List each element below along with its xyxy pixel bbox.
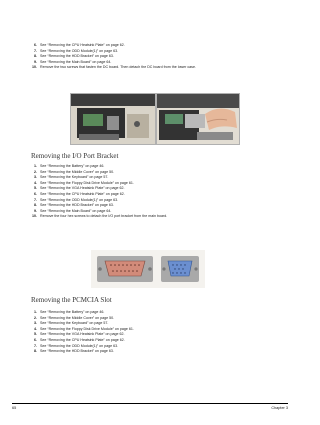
step-item: 8. See “Removing the HDD Bracket” on page 63. — [34, 54, 114, 59]
section-title-pcmcia-slot: Removing the PCMCIA Slot — [31, 296, 112, 304]
step-item: 5. See “Removing the VGA Heatsink Plate” on page 62. — [34, 186, 125, 191]
step-item: 1. See “Removing the Battery” on page 46. — [34, 310, 105, 314]
dc-board-removal-illustration — [157, 94, 239, 144]
step-item: 9. See “Removing the Main Board” on page 64. — [34, 208, 112, 213]
step-item: 5. See “Removing the VGA Heatsink Plate” on page 62. — [34, 332, 125, 337]
step-item: 9. See “Removing the Main Board” on page 64. — [34, 59, 112, 64]
io-port-bracket-photo — [91, 250, 205, 288]
io-port-bracket-illustration — [91, 250, 205, 288]
dc-board-photo-1 — [70, 93, 156, 145]
step-item: 3. See “Removing the Keyboard” on page 57. — [34, 175, 109, 180]
step-item: 6. See “Removing the CPU Heatsink Plate” on page 62. — [34, 191, 125, 196]
step-item: 7. See “Removing the ODD Module(1)” on page 63. — [34, 48, 119, 53]
step-item: 2. See “Removing the Middle Cover” on page 50. — [34, 315, 115, 320]
footer-divider — [12, 403, 288, 404]
step-item: 1. See “Removing the Battery” on page 46. — [34, 164, 105, 168]
step-item: 8. See “Removing the HDD Bracket” on page 63. — [34, 349, 114, 354]
pcmcia-slot-steps — [24, 310, 286, 355]
step-item: 7. See “Removing the ODD Module(1)” on page 63. — [34, 197, 119, 202]
step-item: 7. See “Removing the ODD Module(1)” on page 63. — [34, 343, 119, 348]
dc-board-steps — [24, 43, 286, 71]
step-item: 8. See “Removing the HDD Bracket” on page 63. — [34, 203, 114, 208]
step-item: 10. Remove the two screws that fasten the DC board. Then detach the DC board from the lower case. — [32, 65, 196, 70]
chapter-label: Chapter 3 — [271, 406, 288, 410]
step-item: 10. Remove the four hex screws to detach the I/O port bracket from the main board. — [32, 214, 168, 219]
step-item: 4. See “Removing the Floppy Disk Drive Module” on page 61. — [34, 326, 134, 331]
dc-board-illustration — [71, 94, 155, 144]
section-title-io-port-bracket: Removing the I/O Port Bracket — [31, 152, 119, 160]
step-item: 2. See “Removing the Middle Cover” on page 50. — [34, 169, 115, 174]
step-item: 6. See “Removing the CPU Heatsink Plate” on page 62. — [34, 43, 125, 47]
step-item: 3. See “Removing the Keyboard” on page 57. — [34, 321, 109, 326]
page-number: 65 — [12, 406, 17, 410]
io-port-bracket-steps — [24, 164, 286, 220]
dc-board-photo-2 — [156, 93, 240, 145]
step-item: 6. See “Removing the CPU Heatsink Plate” on page 62. — [34, 337, 125, 342]
step-item: 4. See “Removing the Floppy Disk Drive Module” on page 61. — [34, 180, 134, 185]
